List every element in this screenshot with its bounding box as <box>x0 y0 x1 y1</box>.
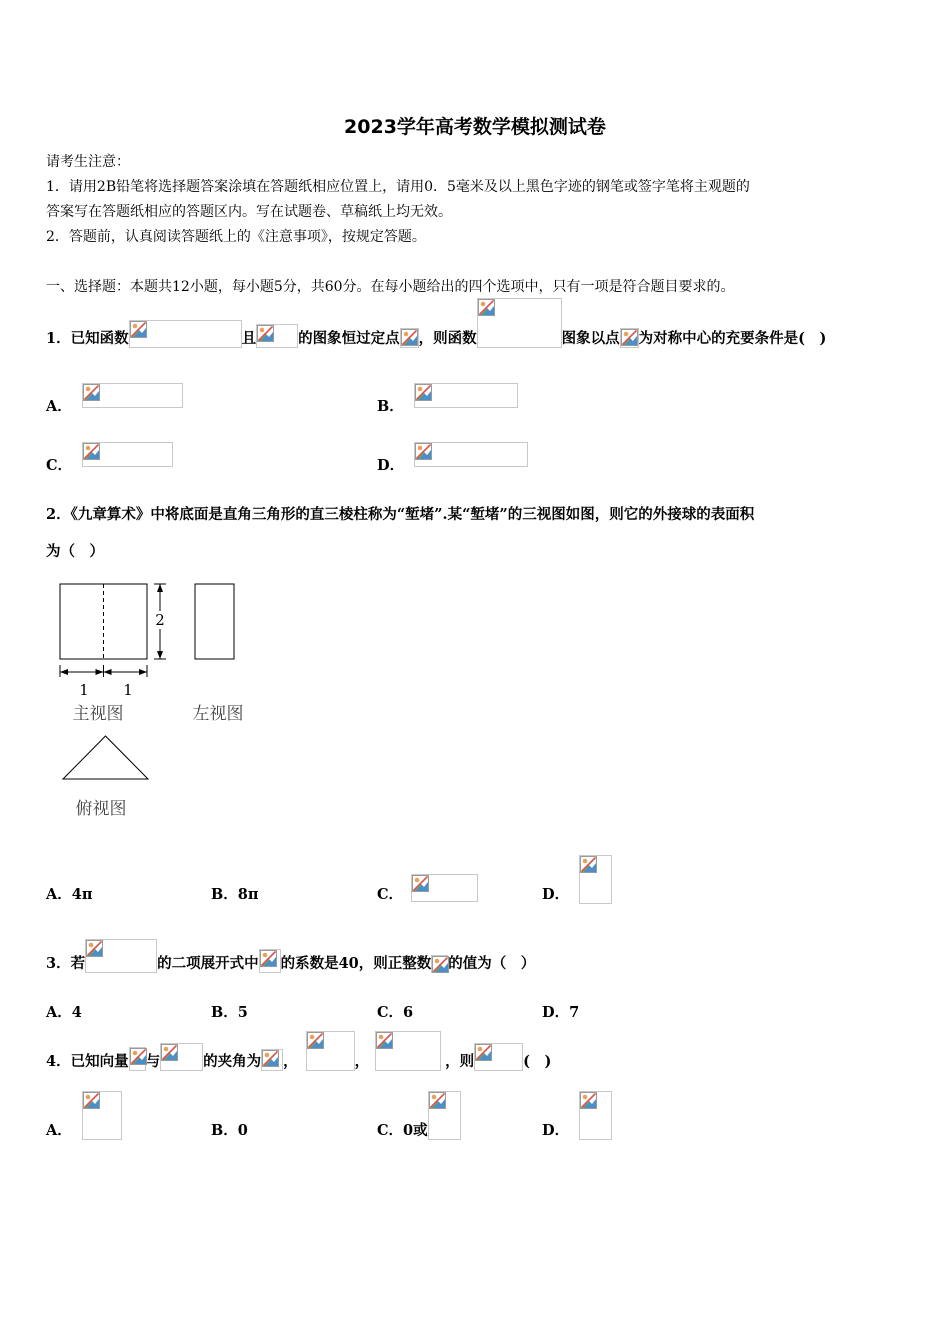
broken-image-icon <box>428 1091 461 1140</box>
broken-image-glyph <box>475 1044 492 1061</box>
q4-text-2: 与 <box>145 1053 161 1070</box>
broken-image-glyph <box>262 1050 279 1067</box>
q1-option-b[interactable] <box>377 382 518 416</box>
broken-image-icon <box>129 1047 146 1071</box>
broken-image-glyph <box>260 950 277 967</box>
broken-image-icon <box>414 383 518 408</box>
q2-option-a[interactable]: A．4π <box>46 886 93 903</box>
broken-image-icon <box>129 320 242 348</box>
broken-image-icon <box>375 1031 441 1071</box>
q3-text-4: 的值为（ ） <box>448 955 536 972</box>
broken-image-glyph <box>580 856 597 873</box>
broken-image-glyph <box>478 299 495 316</box>
broken-image-icon <box>306 1031 355 1071</box>
top-view-triangle <box>63 736 148 779</box>
notice-heading: 请考生注意： <box>46 154 130 170</box>
q3-option-d[interactable]: D．7 <box>542 1004 580 1021</box>
broken-image-glyph <box>415 384 432 401</box>
broken-image-icon <box>477 298 562 348</box>
q2-option-c[interactable] <box>377 874 478 904</box>
q1-option-c[interactable] <box>46 441 173 475</box>
broken-image-glyph <box>257 325 274 342</box>
q3-option-c[interactable]: C．6 <box>377 1004 414 1021</box>
q1-text-1: 1．已知函数 <box>46 330 129 347</box>
option-label: D． <box>542 886 570 903</box>
q4-option-d[interactable] <box>542 1091 612 1140</box>
broken-image-glyph <box>130 321 147 338</box>
broken-image-icon <box>414 442 528 467</box>
broken-image-glyph <box>432 956 449 973</box>
broken-image-glyph <box>161 1044 178 1061</box>
broken-image-glyph <box>83 1092 100 1109</box>
option-label: A． <box>46 1122 72 1139</box>
q2-option-d[interactable] <box>542 855 612 904</box>
q4-option-b[interactable]: B．0 <box>211 1122 248 1139</box>
width-left-label: 1 <box>79 681 89 699</box>
broken-image-icon <box>82 442 173 467</box>
height-label: 2 <box>155 611 165 629</box>
question-3 <box>46 939 535 973</box>
broken-image-icon <box>400 328 419 348</box>
q1-text-2: 且 <box>241 330 257 347</box>
broken-image-glyph <box>580 1092 597 1109</box>
broken-image-icon <box>82 383 183 408</box>
q4-option-a[interactable] <box>46 1091 122 1140</box>
broken-image-glyph <box>412 875 429 892</box>
option-label: C．0或 <box>377 1122 428 1139</box>
broken-image-glyph <box>130 1048 147 1065</box>
q4-text-3: 的夹角为 <box>203 1053 262 1070</box>
q1-text-4: ，则函数 <box>418 330 477 347</box>
broken-image-icon <box>411 874 478 902</box>
front-view-caption: 主视图 <box>72 704 124 724</box>
broken-image-glyph <box>83 443 100 460</box>
broken-image-icon <box>579 855 612 904</box>
broken-image-glyph <box>401 329 418 346</box>
option-label: C． <box>46 457 73 474</box>
broken-image-glyph <box>621 329 638 346</box>
broken-image-icon <box>431 955 448 973</box>
q1-text-5: 图象以点 <box>561 330 620 347</box>
q1-option-d[interactable] <box>377 441 528 475</box>
broken-image-glyph <box>83 384 100 401</box>
question-1 <box>46 298 826 348</box>
q1-text-6: 为对称中心的充要条件是( ) <box>638 330 827 347</box>
top-view-caption: 俯视图 <box>75 799 127 819</box>
broken-image-icon <box>579 1091 612 1140</box>
width-right-label: 1 <box>123 681 133 699</box>
option-label: C． <box>377 886 404 903</box>
option-label: B． <box>377 398 404 415</box>
q1-option-a[interactable] <box>46 382 183 416</box>
broken-image-icon <box>85 939 157 973</box>
q3-text-2: 的二项展开式中 <box>157 955 259 972</box>
q4-option-c[interactable] <box>377 1091 461 1140</box>
broken-image-glyph <box>86 940 103 957</box>
q4-text-1: 4．已知向量 <box>46 1053 129 1070</box>
broken-image-glyph <box>307 1032 324 1049</box>
broken-image-icon <box>261 1049 283 1071</box>
broken-image-glyph <box>429 1092 446 1109</box>
q4-text-5: ， <box>354 1053 370 1070</box>
q4-text-6: ，则 <box>445 1053 475 1070</box>
broken-image-icon <box>620 328 639 348</box>
section-heading: 一、选择题：本题共12小题，每小题5分，共60分。在每小题给出的四个选项中，只有一项是符合题目要求的。 <box>46 279 735 295</box>
broken-image-icon <box>160 1043 203 1071</box>
question-2-line-1: 2．《九章算术》中将底面是直角三角形的直三棱柱称为“堑堵”.某“堑堵”的三视图如图，则它的外接球的表面积 <box>46 506 755 523</box>
broken-image-icon <box>256 324 298 348</box>
q3-option-b[interactable]: B．5 <box>211 1004 248 1021</box>
page-title: 2023学年高考数学模拟测试卷 <box>344 116 606 138</box>
q1-text-3: 的图象恒过定点 <box>298 330 400 347</box>
option-label: A． <box>46 398 72 415</box>
broken-image-glyph <box>376 1032 393 1049</box>
broken-image-glyph <box>415 443 432 460</box>
q2-option-b[interactable]: B．8π <box>211 886 259 903</box>
side-view-rect <box>195 584 234 659</box>
q3-text-1: 3．若 <box>46 955 86 972</box>
q4-text-7: ( ) <box>523 1053 552 1070</box>
q3-option-a[interactable]: A．4 <box>46 1004 82 1021</box>
q4-text-4: ， <box>283 1053 298 1070</box>
side-view-caption: 左视图 <box>192 704 244 724</box>
q3-text-3: 的系数是40，则正整数 <box>280 955 432 972</box>
broken-image-icon <box>474 1043 523 1071</box>
broken-image-icon <box>82 1091 122 1140</box>
notice-item-2: 2．答题前，认真阅读答题纸上的《注意事项》，按规定答题。 <box>46 229 426 245</box>
notice-item-1-line-1: 1．请用2B铅笔将选择题答案涂填在答题纸相应位置上，请用0．5毫米及以上黑色字迹的钢笔或签字笔将主观题的 <box>46 179 750 195</box>
broken-image-icon <box>259 949 281 973</box>
three-view-figure <box>50 575 270 825</box>
question-4 <box>46 1031 551 1071</box>
notice-item-1-line-2: 答案写在答题纸相应的答题区内。写在试题卷、草稿纸上均无效。 <box>46 204 452 220</box>
option-label: D． <box>377 457 405 474</box>
option-label: D． <box>542 1122 570 1139</box>
question-2-line-2: 为（ ） <box>46 543 104 560</box>
